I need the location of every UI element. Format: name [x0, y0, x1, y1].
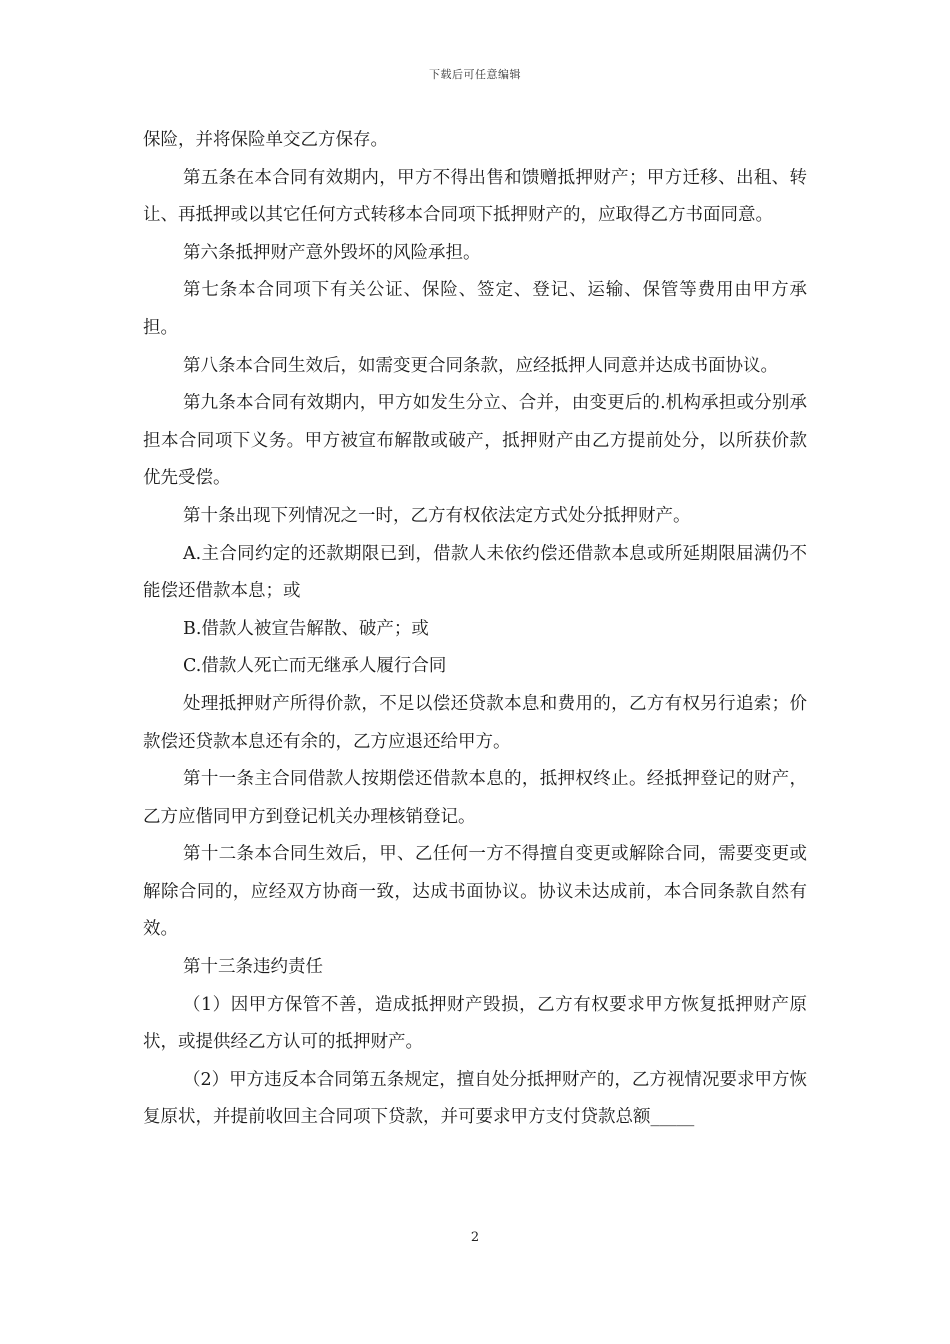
paragraph: 第六条抵押财产意外毁坏的风险承担。 [183, 242, 481, 263]
paragraph: 第十二条本合同生效后，甲、乙任何一方不得擅自变更或解除合同，需要变更或解除合同的，应经双方协商一致，达成书面协议。协议未达成前，本合同条款自然有效。 [143, 844, 807, 940]
paragraph: 第五条在本合同有效期内，甲方不得出售和馈赠抵押财产；甲方迁移、出租、转让、再抵押或以其它任何方式转移本合同项下抵押财产的，应取得乙方书面同意。 [143, 167, 807, 226]
page-header: 下载后可任意编辑 [429, 68, 521, 81]
page-number: 2 [470, 1230, 480, 1245]
paragraph: 第八条本合同生效后，如需变更合同条款，应经抵押人同意并达成书面协议。 [183, 355, 778, 376]
paragraph: B.借款人被宣告解散、破产；或 [183, 618, 429, 639]
paragraph: 保险，并将保险单交乙方保存。 [143, 130, 388, 150]
paragraph: A.主合同约定的还款期限已到，借款人未依约偿还借款本息或所延期限届满仍不能偿还借款本息；或 [143, 543, 807, 602]
paragraph: 第七条本合同项下有关公证、保险、签定、登记、运输、保管等费用由甲方承担。 [143, 280, 807, 338]
paragraph: （2）甲方违反本合同第五条规定，擅自处分抵押财产的，乙方视情况要求甲方恢复原状，并提前收回主合同项下贷款，并可要求甲方支付贷款总额_____ [143, 1069, 807, 1128]
paragraph: 第九条本合同有效期内，甲方如发生分立、合并，由变更后的.机构承担或分别承担本合同项下义务。甲方被宣布解散或破产，抵押财产由乙方提前处分，以所获价款优先受偿。 [143, 393, 807, 489]
document-body [143, 122, 807, 1137]
paragraph: 第十三条违约责任 [183, 957, 323, 978]
paragraph: （1）因甲方保管不善，造成抵押财产毁损，乙方有权要求甲方恢复抵押财产原状，或提供经乙方认可的抵押财产。 [143, 994, 807, 1053]
paragraph: 第十条出现下列情况之一时，乙方有权依法定方式处分抵押财产。 [183, 505, 691, 526]
paragraph: C.借款人死亡而无继承人履行合同 [183, 656, 447, 677]
paragraph: 处理抵押财产所得价款，不足以偿还贷款本息和费用的，乙方有权另行追索；价款偿还贷款本息还有余的，乙方应退还给甲方。 [143, 693, 807, 752]
paragraph: 第十一条主合同借款人按期偿还借款本息的，抵押权终止。经抵押登记的财产，乙方应偕同甲方到登记机关办理核销登记。 [143, 769, 807, 827]
